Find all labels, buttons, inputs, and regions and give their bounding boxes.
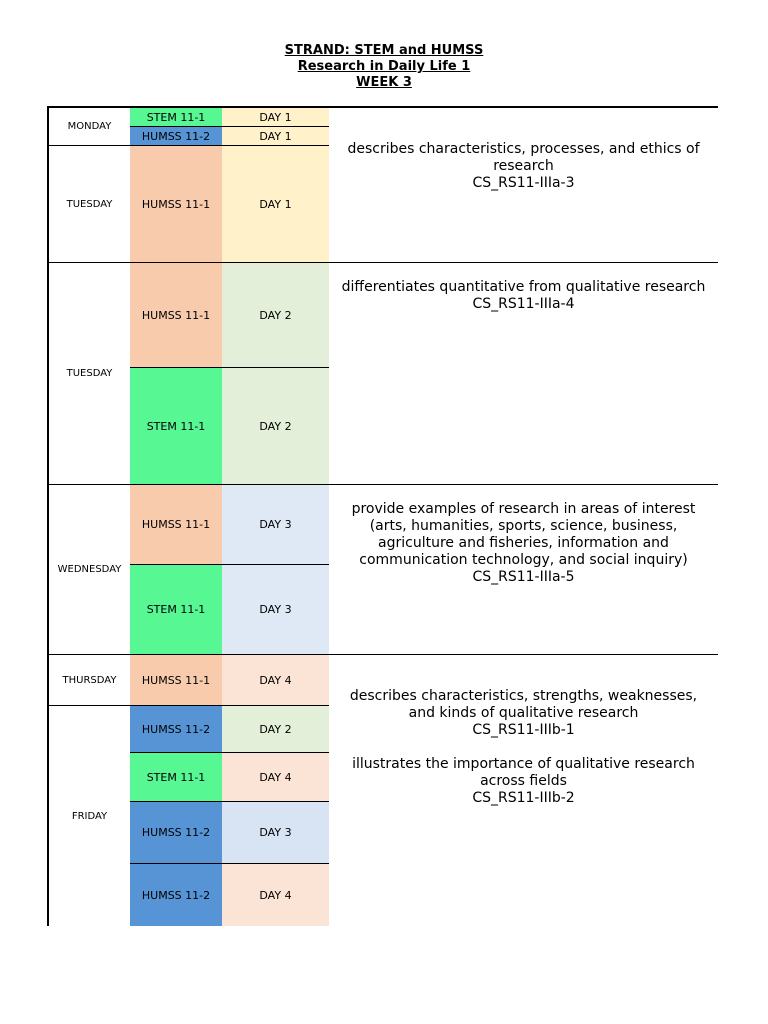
day-tuesday: TUESDAY xyxy=(49,263,131,485)
section-cell: HUMSS 11-2 xyxy=(130,802,223,864)
section-cell: HUMSS 11-1 xyxy=(130,485,223,565)
day-number-cell: DAY 1 xyxy=(222,146,330,263)
day-friday: FRIDAY xyxy=(49,706,131,926)
day-thursday: THURSDAY xyxy=(49,655,131,706)
competency-cell xyxy=(329,263,718,485)
day-number-cell: DAY 2 xyxy=(222,263,330,368)
day-number-cell: DAY 4 xyxy=(222,864,330,926)
competency-text: illustrates the importance of qualitative research across fields xyxy=(352,756,695,789)
day-number-cell: DAY 4 xyxy=(222,753,330,802)
day-number-cell: DAY 2 xyxy=(222,368,330,485)
day-number-cell: DAY 3 xyxy=(222,485,330,565)
competency-cell xyxy=(329,108,718,263)
competency-text: provide examples of research in areas of interest (arts, humanities, sports, science, business, agriculture and fisheries, information and communication technology, and social inquiry) xyxy=(351,501,696,568)
day-number-cell: DAY 4 xyxy=(222,655,330,706)
document-header xyxy=(0,43,768,91)
section-cell: HUMSS 11-1 xyxy=(130,263,223,368)
section-cell: HUMSS 11-2 xyxy=(130,127,223,146)
day-wednesday: WEDNESDAY xyxy=(49,485,131,655)
competency-code: CS_RS11-IIIa-5 xyxy=(472,569,575,585)
day-number-cell: DAY 3 xyxy=(222,802,330,864)
section-cell: STEM 11-1 xyxy=(130,753,223,802)
section-cell: HUMSS 11-2 xyxy=(130,864,223,926)
competency-cell xyxy=(329,485,718,655)
section-cell: HUMSS 11-2 xyxy=(130,706,223,753)
schedule-table xyxy=(47,106,718,926)
day-number-cell: DAY 1 xyxy=(222,127,330,146)
competency-code: CS_RS11-IIIa-4 xyxy=(472,296,575,312)
competency-code: CS_RS11-IIIa-3 xyxy=(472,175,575,191)
day-number-cell: DAY 1 xyxy=(222,108,330,127)
competency-code: CS_RS11-IIIb-2 xyxy=(472,790,575,806)
section-cell: STEM 11-1 xyxy=(130,108,223,127)
section-cell: STEM 11-1 xyxy=(130,368,223,485)
competency-code: CS_RS11-IIIb-1 xyxy=(472,722,575,738)
section-cell: HUMSS 11-1 xyxy=(130,655,223,706)
day-number-cell: DAY 2 xyxy=(222,706,330,753)
strand-title: STRAND: STEM and HUMSS xyxy=(284,43,484,58)
section-cell: HUMSS 11-1 xyxy=(130,146,223,263)
section-cell: STEM 11-1 xyxy=(130,565,223,655)
day-number-cell: DAY 3 xyxy=(222,565,330,655)
day-monday: MONDAY xyxy=(49,108,131,146)
day-tuesday: TUESDAY xyxy=(49,146,131,263)
week-title: WEEK 3 xyxy=(356,75,412,90)
competency-text: differentiates quantitative from qualitative research xyxy=(341,279,706,295)
competency-cell xyxy=(329,655,718,926)
competency-text: describes characteristics, processes, and ethics of research xyxy=(347,141,700,174)
subject-title: Research in Daily Life 1 xyxy=(297,59,471,74)
competency-text: describes characteristics, strengths, weaknesses, and kinds of qualitative research xyxy=(349,688,698,721)
